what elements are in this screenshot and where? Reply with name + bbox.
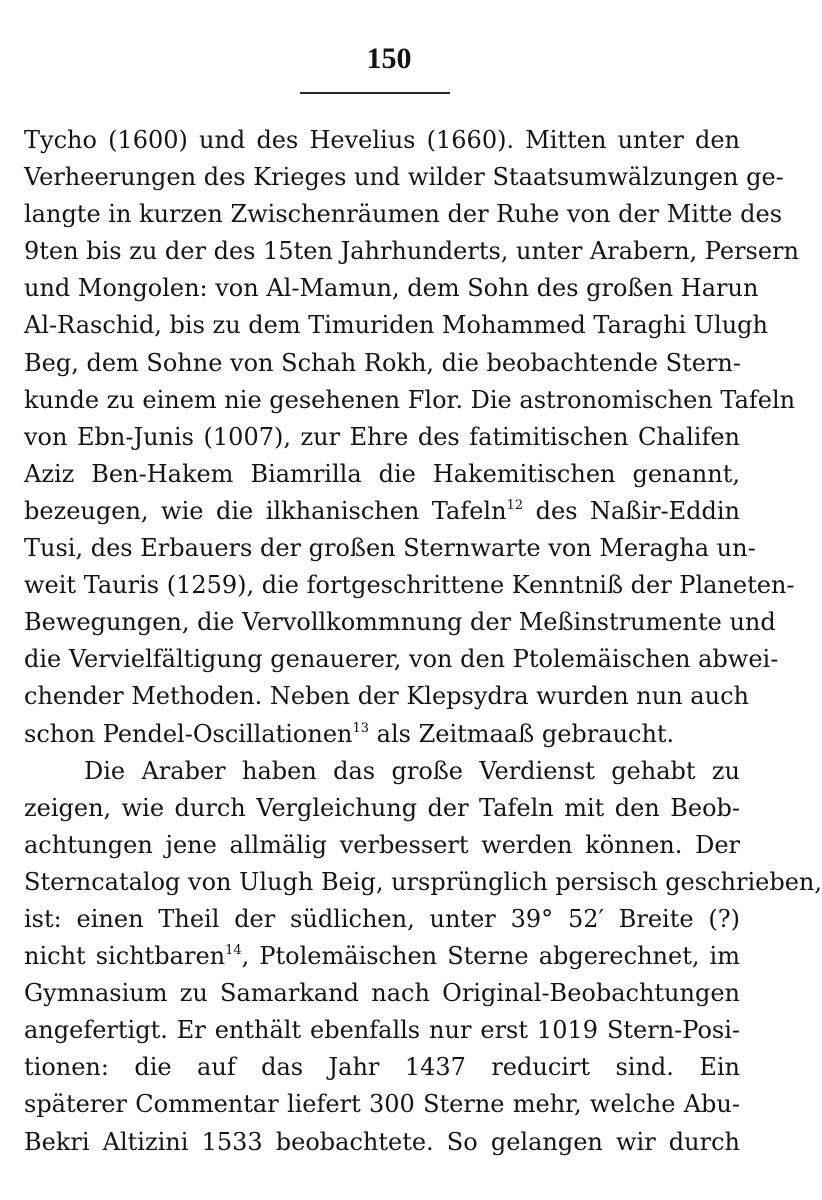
text-line <box>24 641 779 678</box>
line-text: die Vervielfältigung genauerer, von den Ptolemäischen abwei- <box>24 645 779 674</box>
text-line <box>24 122 740 159</box>
text-line <box>24 493 740 530</box>
line-text: Bekri Altizini 1533 beobachtete. So gelangen wir durch <box>24 1127 740 1156</box>
line-text: späterer Commentar liefert 300 Sterne mehr, welche Abu- <box>24 1090 740 1119</box>
line-text: schon Pendel-Oscillationen <box>24 719 353 748</box>
line-text: Aziz Ben-Hakem Biamrilla die Hakemitischen genannt, <box>24 459 740 488</box>
text-line <box>24 975 740 1012</box>
header-rule <box>300 92 450 94</box>
text-line <box>24 1124 740 1161</box>
line-text: Al-Raschid, bis zu dem Timuriden Mohammed Taraghi Ulugh <box>24 311 768 340</box>
text-line <box>24 196 783 233</box>
line-text: Sterncatalog von Ulugh Beig, ursprünglich persisch geschrieben, <box>24 867 822 896</box>
line-text: Gymnasium zu Samarkand nach Original-Beobachtungen <box>24 979 740 1008</box>
line-text: langte in kurzen Zwischenräumen der Ruhe von der Mitte des <box>24 200 783 229</box>
text-line <box>24 1012 740 1049</box>
line-text: angefertigt. Er enthält ebenfalls nur erst 1019 Stern-Posi- <box>24 1016 740 1045</box>
text-line <box>24 901 740 938</box>
footnote-marker: 13 <box>352 720 370 736</box>
page-number: 150 <box>366 42 412 75</box>
text-line <box>24 678 749 715</box>
line-text-continued: , Ptolemäischen Sterne abgerechnet, im <box>241 942 740 971</box>
line-text: Tycho (1600) und des Hevelius (1660). Mitten unter den <box>24 126 740 154</box>
text-line <box>24 456 740 493</box>
body-text <box>24 122 822 1161</box>
line-text: weit Tauris (1259), die fortgeschrittene Kenntniß der Planeten- <box>24 571 795 600</box>
line-text: chender Methoden. Neben der Klepsydra wurden nun auch <box>24 682 749 711</box>
text-line <box>24 233 799 270</box>
line-text: nicht sichtbaren <box>24 942 226 971</box>
text-line <box>24 345 740 382</box>
text-line <box>24 307 768 344</box>
text-line <box>24 604 776 641</box>
text-line <box>24 864 822 901</box>
text-line <box>24 270 759 307</box>
text-line <box>24 382 796 419</box>
text-line <box>24 938 740 975</box>
text-line <box>24 790 740 827</box>
footnote-marker: 14 <box>225 943 242 959</box>
line-text: von Ebn-Junis (1007), zur Ehre des fatimitischen Chalifen <box>24 422 740 451</box>
line-text: ist: einen Theil der südlichen, unter 39° 52′ Breite (?) <box>24 904 740 933</box>
line-text-continued: des Naßir-Eddin <box>523 496 741 525</box>
line-text: zeigen, wie durch Vergleichung der Tafeln mit den Beob- <box>24 793 740 822</box>
line-text: bezeugen, wie die ilkhanischen Tafeln <box>24 496 507 525</box>
line-text: Tusi, des Erbauers der großen Sternwarte von Meragha un- <box>24 534 756 563</box>
line-text: und Mongolen: von Al-Mamun, dem Sohn des großen Harun <box>24 274 759 303</box>
text-line <box>24 530 756 567</box>
footnote-marker: 12 <box>506 497 524 513</box>
text-line <box>24 159 784 196</box>
text-line <box>24 1049 740 1086</box>
line-text: Verheerungen des Krieges und wilder Staatsumwälzungen ge- <box>24 163 784 192</box>
line-text: kunde zu einem nie gesehenen Flor. Die astronomischen Tafeln <box>24 385 796 414</box>
line-text: Beg, dem Sohne von Schah Rokh, die beobachtende Stern- <box>24 348 741 377</box>
text-line <box>24 753 740 790</box>
line-text: tionen: die auf das Jahr 1437 reducirt sind. Ein <box>24 1053 740 1082</box>
line-text: Bewegungen, die Vervollkommnung der Meßinstrumente und <box>24 608 776 637</box>
line-text: Die Araber haben das große Verdienst gehabt zu <box>84 756 740 785</box>
text-line <box>24 419 740 456</box>
text-line <box>24 567 795 604</box>
line-text: achtungen jene allmälig verbessert werden können. Der <box>24 830 740 859</box>
text-line <box>24 827 740 864</box>
text-line <box>24 1086 740 1123</box>
line-text-continued: als Zeitmaaß gebraucht. <box>369 719 675 748</box>
line-text: 9ten bis zu der des 15ten Jahrhunderts, unter Arabern, Persern <box>24 237 799 266</box>
text-line <box>24 716 740 753</box>
